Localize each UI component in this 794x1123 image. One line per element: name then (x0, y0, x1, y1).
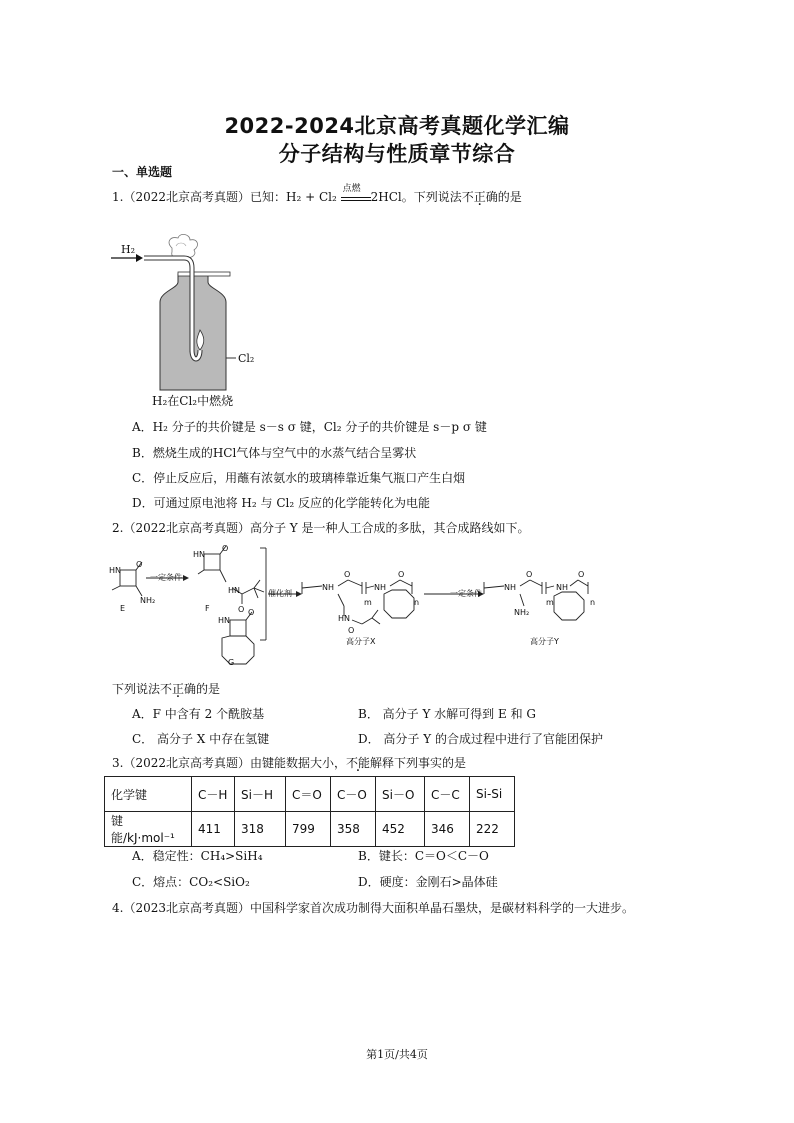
q1-option-a: A．H₂ 分子的共价键是 s－s σ 键，Cl₂ 分子的共价键是 s－p σ 键 (132, 420, 487, 434)
scheme-hn-f: HN (193, 550, 205, 559)
table-header-row (105, 777, 515, 812)
scheme-hn-g: HN (218, 616, 230, 625)
q2-stem: 2.（2022北京高考真题）高分子 Y 是一种人工合成的多肽，其合成路线如下。 (112, 521, 530, 535)
scheme-o-x2: O (398, 570, 405, 579)
q2-negation: 不正确 (160, 682, 197, 696)
q1-negation: 不正确 (461, 190, 498, 204)
q3-option-d: D．硬度：金刚石>晶体硅 (358, 875, 498, 889)
scheme-o-x1: O (344, 570, 351, 579)
scheme-hn-f2: HN (228, 586, 240, 595)
table-cell: C－H (192, 777, 235, 812)
table-cell: 411 (192, 812, 235, 847)
q1-option-c: C．停止反应后，用蘸有浓氨水的玻璃棒靠近集气瓶口产生白烟 (132, 471, 466, 485)
table-cell: C－C (425, 777, 470, 812)
q1-eq-arrow (341, 184, 371, 201)
table-cell: 452 (376, 812, 425, 847)
q1-cl2-label: Cl₂ (238, 352, 255, 365)
table-cell: 346 (425, 812, 470, 847)
scheme-nh-y2: NH (556, 583, 568, 592)
label-y: 高分子Y (530, 637, 559, 646)
doc-title-line1: 2022-2024北京高考真题化学汇编 (224, 114, 570, 138)
q3-negation: 不能 (346, 756, 371, 770)
table-cell: 318 (235, 812, 286, 847)
table-cell: Si－H (235, 777, 286, 812)
q3-stem (112, 755, 466, 771)
q3-option-c: C．熔点：CO₂<SiO₂ (132, 875, 250, 889)
table-cell: Si－O (376, 777, 425, 812)
q1-suffix-b: 的是 (497, 190, 522, 204)
scheme-catalyst: 催化剂 (268, 589, 292, 598)
bond-energy-table (104, 776, 515, 847)
q1-apparatus-figure (108, 232, 248, 410)
q1-eq-left: H₂ + Cl₂ (286, 190, 337, 204)
q2-ask-a: 下列说法 (112, 682, 161, 696)
label-g: G (228, 658, 235, 667)
q2-ask (112, 681, 220, 697)
q3-option-b: B．键长：C＝O＜C－O (358, 849, 489, 863)
q3-stem-a: 3.（2022北京高考真题）由键能数据大小， (112, 756, 346, 770)
q1-figure-caption: H₂在Cl₂中燃烧 (152, 394, 234, 408)
page-number: 第1页/共4页 (366, 1048, 428, 1061)
scheme-n-y: n (590, 598, 596, 607)
section-heading: 一、单选题 (112, 165, 173, 179)
label-f: F (205, 604, 210, 613)
table-cell: Si-Si (470, 777, 515, 812)
scheme-o-e: O (136, 560, 143, 569)
scheme-cond1: 一定条件 (150, 573, 182, 582)
q2-option-c: C． 高分子 X 中存在氢键 (132, 732, 270, 746)
q1-option-b: B．燃烧生成的HCl气体与空气中的水蒸气结合呈雾状 (132, 446, 417, 460)
scheme-hn-e: HN (109, 566, 121, 575)
scheme-hn-x3: HN (338, 614, 350, 623)
table-row (105, 812, 515, 847)
q3-option-a: A．稳定性：CH₄>SiH₄ (132, 849, 263, 863)
q1-suffix-a: 。下列说法 (401, 190, 462, 204)
scheme-o-g: O (248, 608, 255, 617)
scheme-o-f: O (222, 544, 229, 553)
q1-h2-label: H₂ (121, 243, 136, 256)
table-cell: C＝O (286, 777, 331, 812)
scheme-o-x3: O (348, 626, 355, 635)
scheme-nh2-e: NH₂ (140, 596, 156, 605)
q1-stem (112, 184, 522, 205)
table-cell: 358 (331, 812, 376, 847)
q2-reaction-scheme (108, 540, 598, 670)
scheme-o-f2: O (238, 605, 245, 614)
table-cell: 799 (286, 812, 331, 847)
q1-eq-condition: 点燃 (342, 184, 361, 194)
q2-option-d: D． 高分子 Y 的合成过程中进行了官能团保护 (358, 732, 603, 746)
q2-option-a: A．F 中含有 2 个酰胺基 (132, 707, 265, 721)
scheme-nh-y1: NH (504, 583, 516, 592)
table-cell: 化学键 (105, 777, 192, 812)
scheme-o-y1: O (526, 570, 533, 579)
q1-eq-right: 2HCl (370, 190, 402, 204)
table-cell: 222 (470, 812, 515, 847)
q1-prefix: 1.（2022北京高考真题）已知： (112, 190, 286, 204)
scheme-nh-x1: NH (322, 583, 334, 592)
table-cell: 键能/kJ·mol⁻¹ (105, 812, 192, 847)
q1-option-d: D．可通过原电池将 H₂ 与 Cl₂ 反应的化学能转化为电能 (132, 496, 430, 510)
q2-ask-b: 的是 (196, 682, 221, 696)
scheme-m-x: m (364, 598, 372, 607)
q4-stem: 4.（2023北京高考真题）中国科学家首次成功制得大面积单晶石墨炔，是碳材料科学的一大进步。 (112, 901, 634, 915)
q3-stem-b: 解释下列事实的是 (370, 756, 467, 770)
scheme-n-x: n (414, 598, 420, 607)
scheme-o-y2: O (578, 570, 585, 579)
label-x: 高分子X (346, 637, 376, 646)
q2-option-b: B． 高分子 Y 水解可得到 E 和 G (358, 707, 536, 721)
label-e: E (120, 604, 126, 613)
scheme-nh2-y: NH₂ (514, 608, 530, 617)
scheme-m-y: m (546, 598, 554, 607)
doc-title-line2: 分子结构与性质章节综合 (278, 142, 516, 166)
scheme-cond2: 一定条件 (450, 589, 482, 598)
table-cell: C－O (331, 777, 376, 812)
scheme-nh-x2: NH (374, 583, 386, 592)
